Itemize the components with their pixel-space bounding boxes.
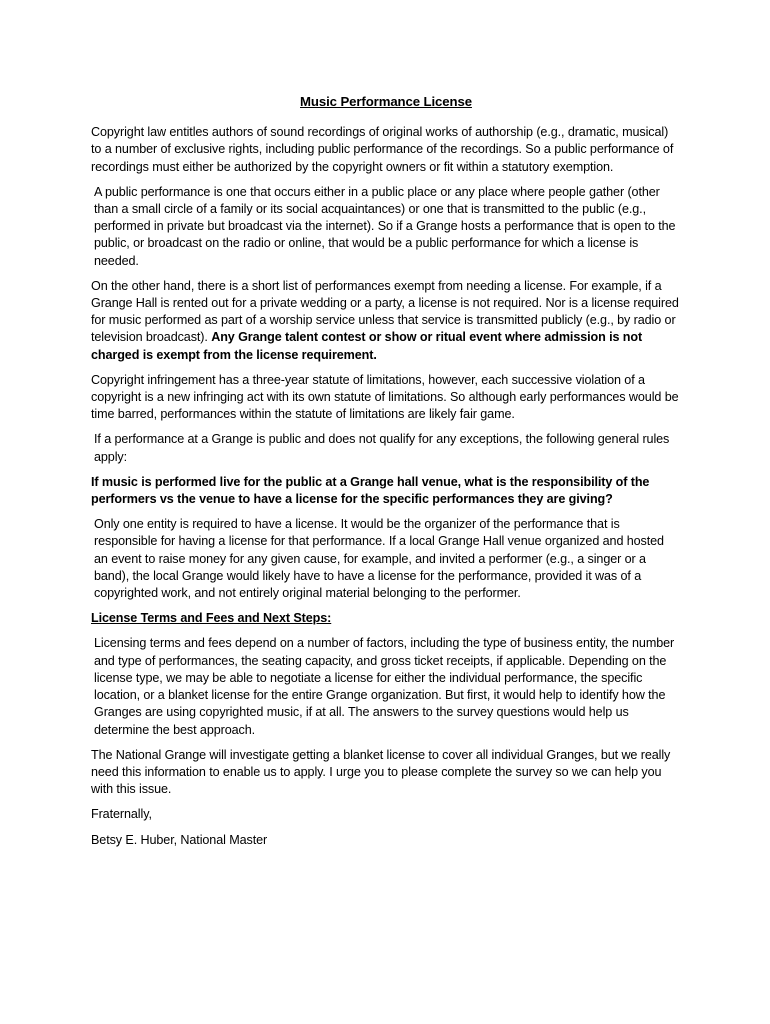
signature-line: Betsy E. Huber, National Master	[91, 832, 268, 847]
paragraph-public-performance: A public performance is one that occurs either in a public place or any place where people gather (other than a small circle of a family or its social acquaintances) or one that is transmitted to the public (e.g., performed in private but broadcast via the internet). So if a Grange hosts a performance that is open to the public, or broadcast on the radio or online, that would be a public performance for which a license is needed.	[94, 184, 676, 268]
closing-salutation: Fraternally,	[91, 807, 152, 822]
document-title: Music Performance License	[300, 94, 472, 109]
exemptions-text: On the other hand, there is a short list of performances exempt from needing a license. For example, if a Grange Hall is rented out for a private wedding or a party, a license is not required. Nor is a license required for music performed as part of a worship service unless that service is transmitted publicly (e.g., by radio or television broadcast).	[91, 278, 679, 345]
paragraph-copyright-law: Copyright law entitles authors of sound recordings of original works of authorship (e.g., dramatic, musical) to a number of exclusive rights, including public performance of the recordings. So a public performance of recordings must either be authorized by the copyright owners or fit within a statutory exemption.	[91, 125, 674, 174]
section-heading-license-terms: License Terms and Fees and Next Steps:	[91, 611, 332, 626]
question-heading: If music is performed live for the public at a Grange hall venue, what is the responsibility of the performers vs the venue to have a license for the specific performances they are giving?	[91, 474, 650, 507]
paragraph-general-rules: If a performance at a Grange is public and does not qualify for any exceptions, the following general rules apply:	[94, 432, 670, 464]
paragraph-one-entity: Only one entity is required to have a license. It would be the organizer of the performance that is responsible for having a license for that performance. If a local Grange Hall venue organized and hosted an event to raise money for any given cause, for example, and invited a performer (e.g., a singer or a band), the local Grange would likely have to have a license for the performance, provided it was of a copyrighted work, and not entirely original material belonging to the performer.	[94, 517, 664, 601]
paragraph-exemptions	[91, 278, 681, 364]
exemptions-bold-text: Any Grange talent contest or show or ritual event where admission is not charged is exempt from the license requirement.	[91, 330, 643, 362]
paragraph-statute-of-limitations: Copyright infringement has a three-year statute of limitations, however, each successive violation of a copyright is a new infringing act with its own statute of limitations. So although early performances would be time barred, performances within the statute of limitations are likely fair game.	[91, 372, 679, 422]
paragraph-blanket-license: The National Grange will investigate getting a blanket license to cover all individual Granges, but we really need this information to enable us to apply. I urge you to please complete the survey so we can help you with this issue.	[91, 747, 671, 797]
document-body	[91, 93, 681, 857]
paragraph-licensing-terms: Licensing terms and fees depend on a number of factors, including the type of business entity, the number and type of performances, the seating capacity, and gross ticket receipts, if applicable. Depending on the license type, we may be able to negotiate a license for either the individual performance, the specific location, or a blanket license for the entire Grange organization. But first, it would help to identify how the Granges are using copyrighted music, if at all. The answers to the survey questions would help us determine the best approach.	[94, 636, 675, 737]
